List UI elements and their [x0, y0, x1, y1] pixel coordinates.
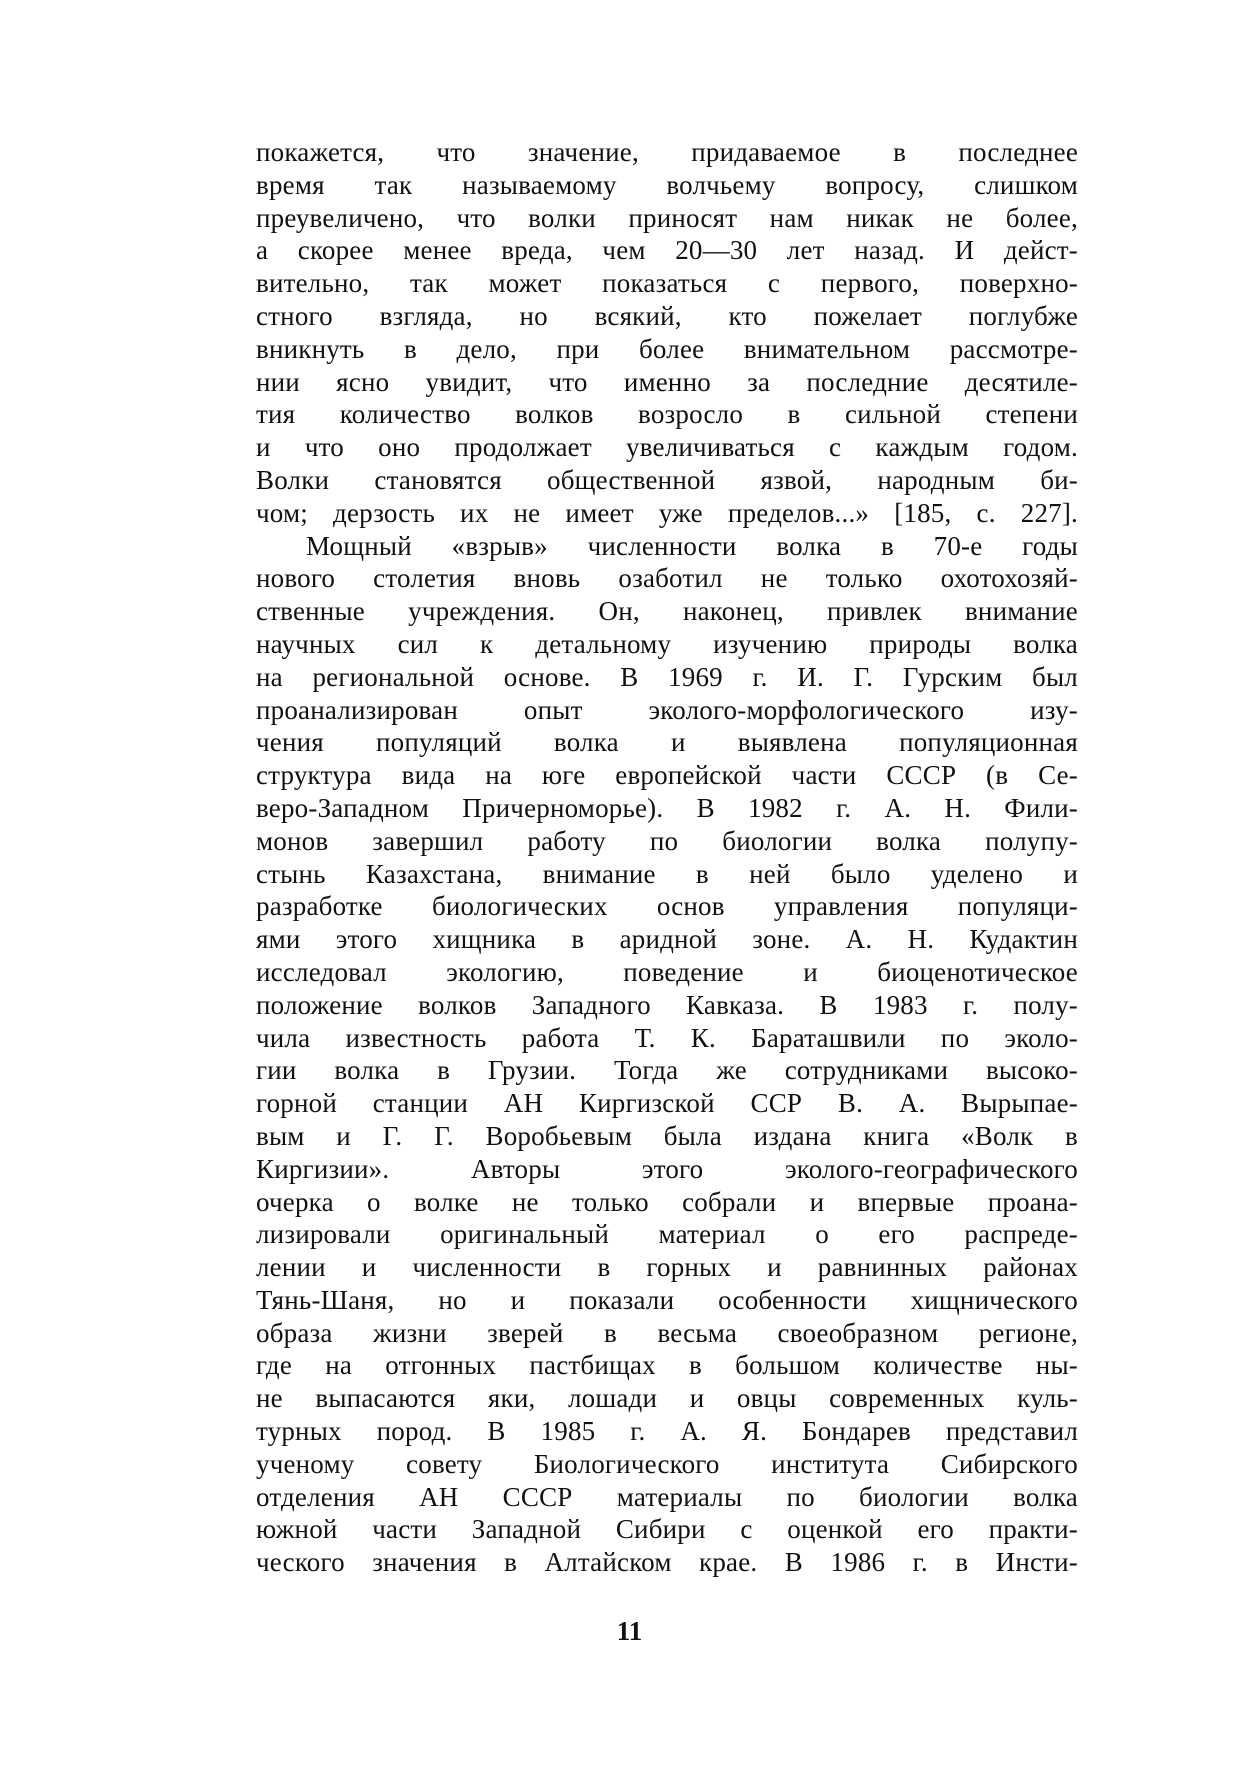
text-line: тия количество волков возросло в сильной степени: [256, 399, 1078, 430]
text-line: а скорее менее вреда, чем 20—30 лет назад. И дейст-: [256, 235, 1078, 266]
text-line: исследовал экологию, поведение и биоценотическое: [256, 956, 1078, 987]
text-line: ями этого хищника в аридной зоне. А. Н. Кудактин: [256, 924, 1078, 955]
text-line: вительно, так может показаться с первого, поверхно-: [256, 268, 1078, 299]
text-line: на региональной основе. В 1969 г. И. Г. Гурским был: [256, 661, 1078, 692]
text-line: монов завершил работу по биологии волка полупу-: [256, 825, 1078, 856]
text-line: очерка о волке не только собрали и впервые проана-: [256, 1186, 1078, 1217]
text-line: и что оно продолжает увеличиваться с каждым годом.: [256, 432, 1078, 463]
text-line: Киргизии». Авторы этого эколого-географического: [256, 1153, 1078, 1184]
text-line: ственные учреждения. Он, наконец, привлек внимание: [256, 596, 1078, 627]
text-line: вникнуть в дело, при более внимательном рассмотре-: [256, 333, 1078, 364]
page-number: 11: [616, 1616, 643, 1646]
text-line: лизировали оригинальный материал о его распреде-: [256, 1219, 1078, 1250]
text-line: гии волка в Грузии. Тогда же сотрудниками высоко-: [256, 1055, 1078, 1086]
text-line: южной части Западной Сибири с оценкой его практи-: [256, 1514, 1078, 1545]
text-line: стынь Казахстана, внимание в ней было уделено и: [256, 858, 1078, 889]
paragraph-start-line: Мощный «взрыв» численности волка в 70-е годы: [306, 530, 1078, 561]
text-line: чом; дерзость их не имеет уже пределов...» [185, с. 227].: [256, 497, 1078, 528]
text-line: покажется, что значение, придаваемое в последнее: [256, 137, 1078, 167]
text-line: положение волков Западного Кавказа. В 1983 г. полу-: [256, 989, 1078, 1020]
text-line: образа жизни зверей в весьма своеобразном регионе,: [256, 1317, 1078, 1348]
text-line: ческого значения в Алтайском крае. В 1986 г. в Инсти-: [256, 1547, 1078, 1578]
text-line: где на отгонных пастбищах в большом количестве ны-: [256, 1350, 1078, 1381]
text-line: нии ясно увидит, что именно за последние десятиле-: [256, 366, 1078, 397]
text-line: горной станции АН Киргизской ССР В. А. Вырыпае-: [256, 1088, 1078, 1119]
text-line: время так называемому волчьему вопросу, слишком: [256, 169, 1078, 200]
text-line: Тянь-Шаня, но и показали особенности хищнического: [256, 1284, 1078, 1315]
text-line: чила известность работа Т. К. Бараташвили по эколо-: [256, 1022, 1078, 1053]
text-line: разработке биологических основ управления популяци-: [256, 891, 1078, 922]
text-line: преувеличено, что волки приносят нам никак не более,: [256, 202, 1078, 233]
text-line: стного взгляда, но всякий, кто пожелает поглубже: [256, 300, 1078, 331]
text-line: научных сил к детальному изучению природы волка: [256, 628, 1078, 659]
text-line: не выпасаются яки, лошади и овцы современных куль-: [256, 1383, 1078, 1414]
text-line: проанализирован опыт эколого-морфологического изу-: [256, 694, 1078, 725]
text-line: лении и численности в горных и равнинных районах: [256, 1252, 1078, 1283]
text-line: вым и Г. Г. Воробьевым была издана книга «Волк в: [256, 1120, 1078, 1151]
text-line: структура вида на юге европейской части СССР (в Се-: [256, 760, 1078, 791]
text-line: чения популяций волка и выявлена популяционная: [256, 727, 1078, 758]
text-line: нового столетия вновь озаботил не только охотохозяй-: [256, 563, 1078, 594]
text-line: веро-Западном Причерноморье). В 1982 г. А. Н. Фили-: [256, 792, 1078, 823]
body-text: [256, 136, 1078, 1579]
text-line: турных пород. В 1985 г. А. Я. Бондарев представил: [256, 1416, 1078, 1447]
text-line: Волки становятся общественной язвой, народным би-: [256, 464, 1078, 495]
text-line: отделения АН СССР материалы по биологии волка: [256, 1481, 1078, 1512]
text-line: ученому совету Биологического института Сибирского: [256, 1448, 1078, 1479]
